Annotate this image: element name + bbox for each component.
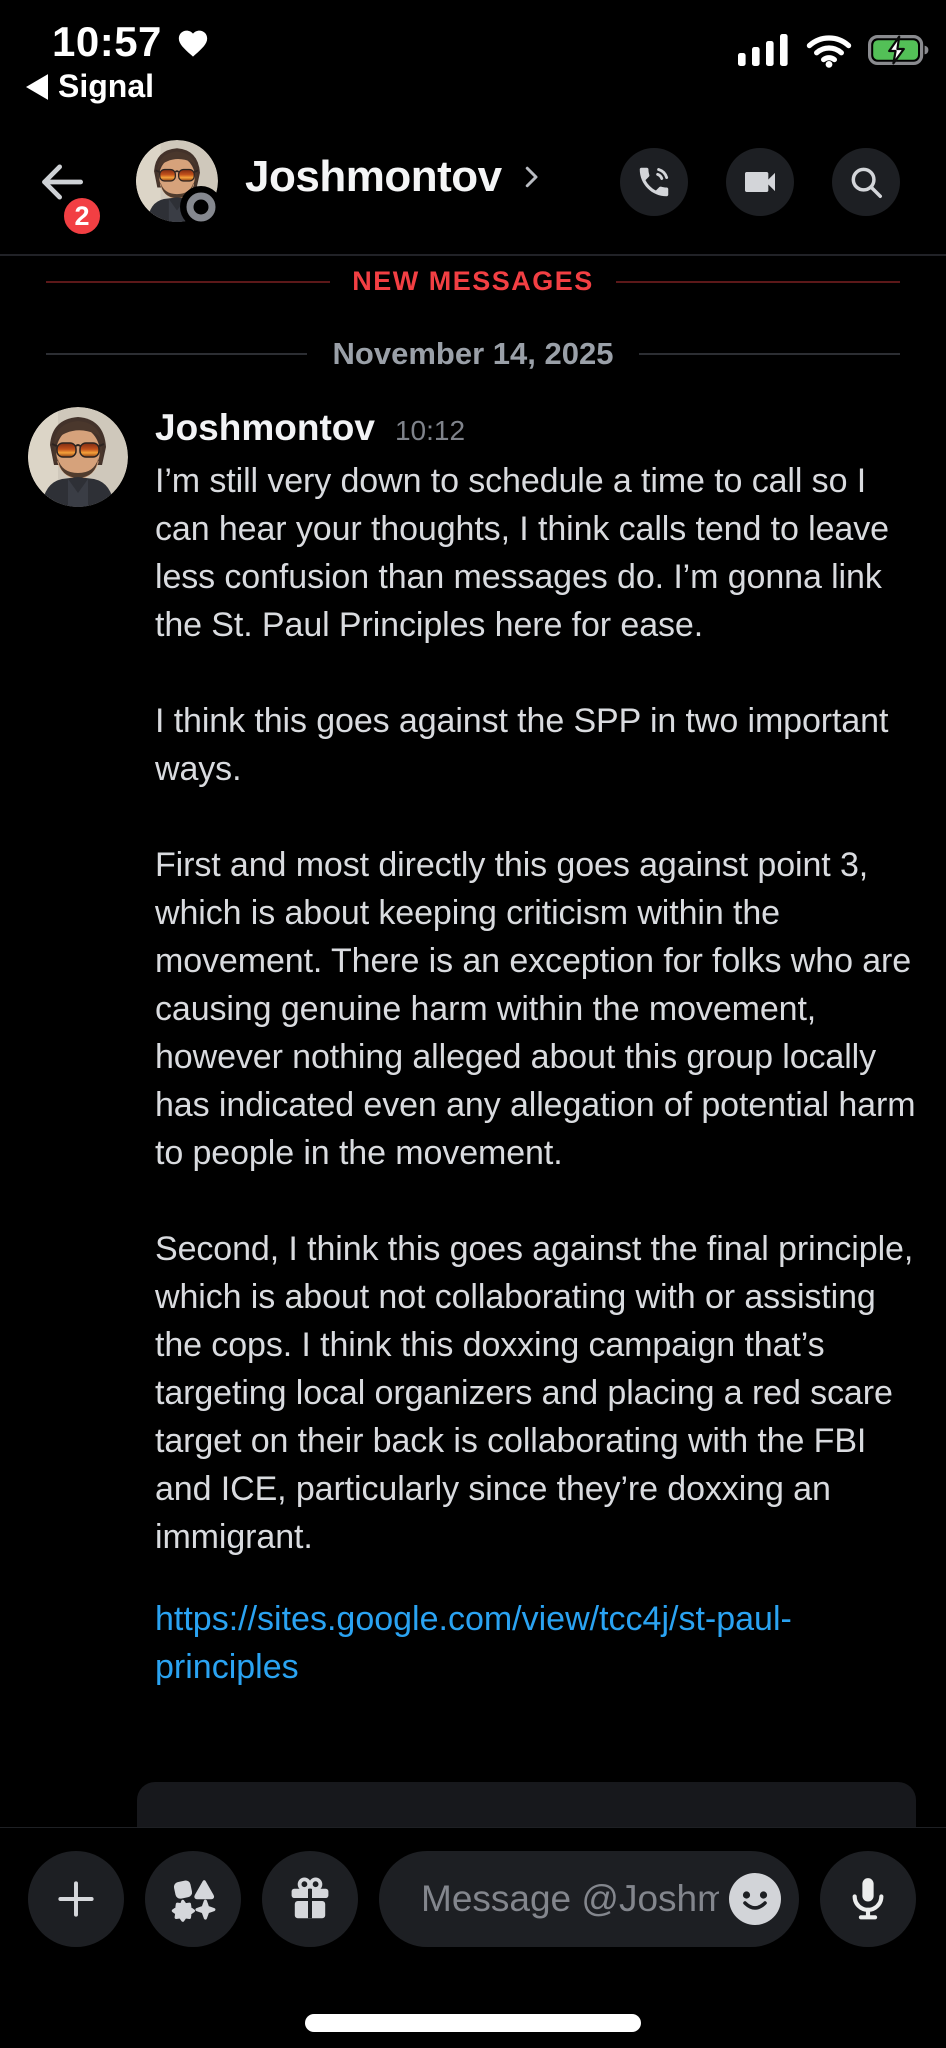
- message-author-avatar[interactable]: [28, 407, 128, 507]
- microphone-icon: [843, 1874, 893, 1924]
- offline-status-icon: [180, 186, 222, 228]
- message-paragraph: I’m still very down to schedule a time to call so I can hear your thoughts, I think calls tend to leave less confusion than messages do. I’m gonna link the St. Paul Principles here for ease.: [155, 462, 889, 644]
- voice-call-button[interactable]: [620, 148, 688, 216]
- message-author-name[interactable]: Joshmontov: [155, 407, 375, 448]
- date-label: November 14, 2025: [332, 336, 614, 371]
- message-input-pill[interactable]: [379, 1851, 799, 1947]
- message-paragraph: Second, I think this goes against the final principle, which is about not collaborating with or assisting the cops. I think this doxxing campaign that’s targeting local organizers and placing a red scare target on their back is collaborating with the FBI and ICE, particularly since they’re doxxing an immigrant.: [155, 1230, 914, 1556]
- wifi-icon: [805, 32, 853, 68]
- chat-header: [0, 110, 946, 256]
- header-actions: [620, 148, 900, 216]
- message: [0, 407, 946, 1691]
- emoji-smile-icon: [728, 1872, 782, 1926]
- conversation-title[interactable]: Joshmontov: [245, 152, 546, 202]
- link-wrap: [155, 1561, 922, 1691]
- message-content: [155, 407, 922, 1691]
- message-input[interactable]: [419, 1877, 721, 1921]
- heart-icon: [176, 26, 210, 58]
- chevron-right-icon: [516, 162, 546, 192]
- apps-icon: [169, 1875, 217, 1923]
- battery-charging-icon: [868, 34, 930, 66]
- voice-message-button[interactable]: [820, 1851, 916, 1947]
- new-messages-label: NEW MESSAGES: [352, 266, 594, 296]
- new-messages-divider: [46, 266, 900, 297]
- gift-button[interactable]: [262, 1851, 358, 1947]
- home-indicator[interactable]: [305, 2014, 641, 2032]
- search-button[interactable]: [832, 148, 900, 216]
- back-triangle-icon: [26, 74, 48, 100]
- video-call-button[interactable]: [726, 148, 794, 216]
- return-to-signal-button[interactable]: Signal: [26, 68, 154, 105]
- message-paragraph: I think this goes against the SPP in two important ways.: [155, 702, 889, 788]
- message-header: [155, 407, 922, 449]
- clock: 10:57: [52, 18, 162, 65]
- composer-row: [0, 1828, 946, 1947]
- cellular-signal-icon: [738, 32, 790, 68]
- status-bar-right: [738, 32, 930, 68]
- apps-button[interactable]: [145, 1851, 241, 1947]
- plus-icon: [51, 1874, 101, 1924]
- attach-button[interactable]: [28, 1851, 124, 1947]
- message-body: [155, 457, 922, 1561]
- emoji-picker-button[interactable]: [728, 1872, 782, 1926]
- link-embed-card[interactable]: [137, 1782, 916, 1828]
- message-link[interactable]: https://sites.google.com/view/tcc4j/st-paul-principles: [155, 1600, 792, 1686]
- date-divider: [46, 336, 900, 372]
- status-bar-left: [52, 18, 210, 66]
- message-timestamp: 10:12: [394, 415, 466, 446]
- message-paragraph: First and most directly this goes against point 3, which is about keeping criticism within the movement. There is an exception for folks who are causing genuine harm within the movement, however nothing alleged about this group locally has indicated even any allegation of potential harm to people in the movement.: [155, 846, 916, 1172]
- gift-icon: [286, 1875, 334, 1923]
- unread-count-badge: 2: [60, 194, 104, 238]
